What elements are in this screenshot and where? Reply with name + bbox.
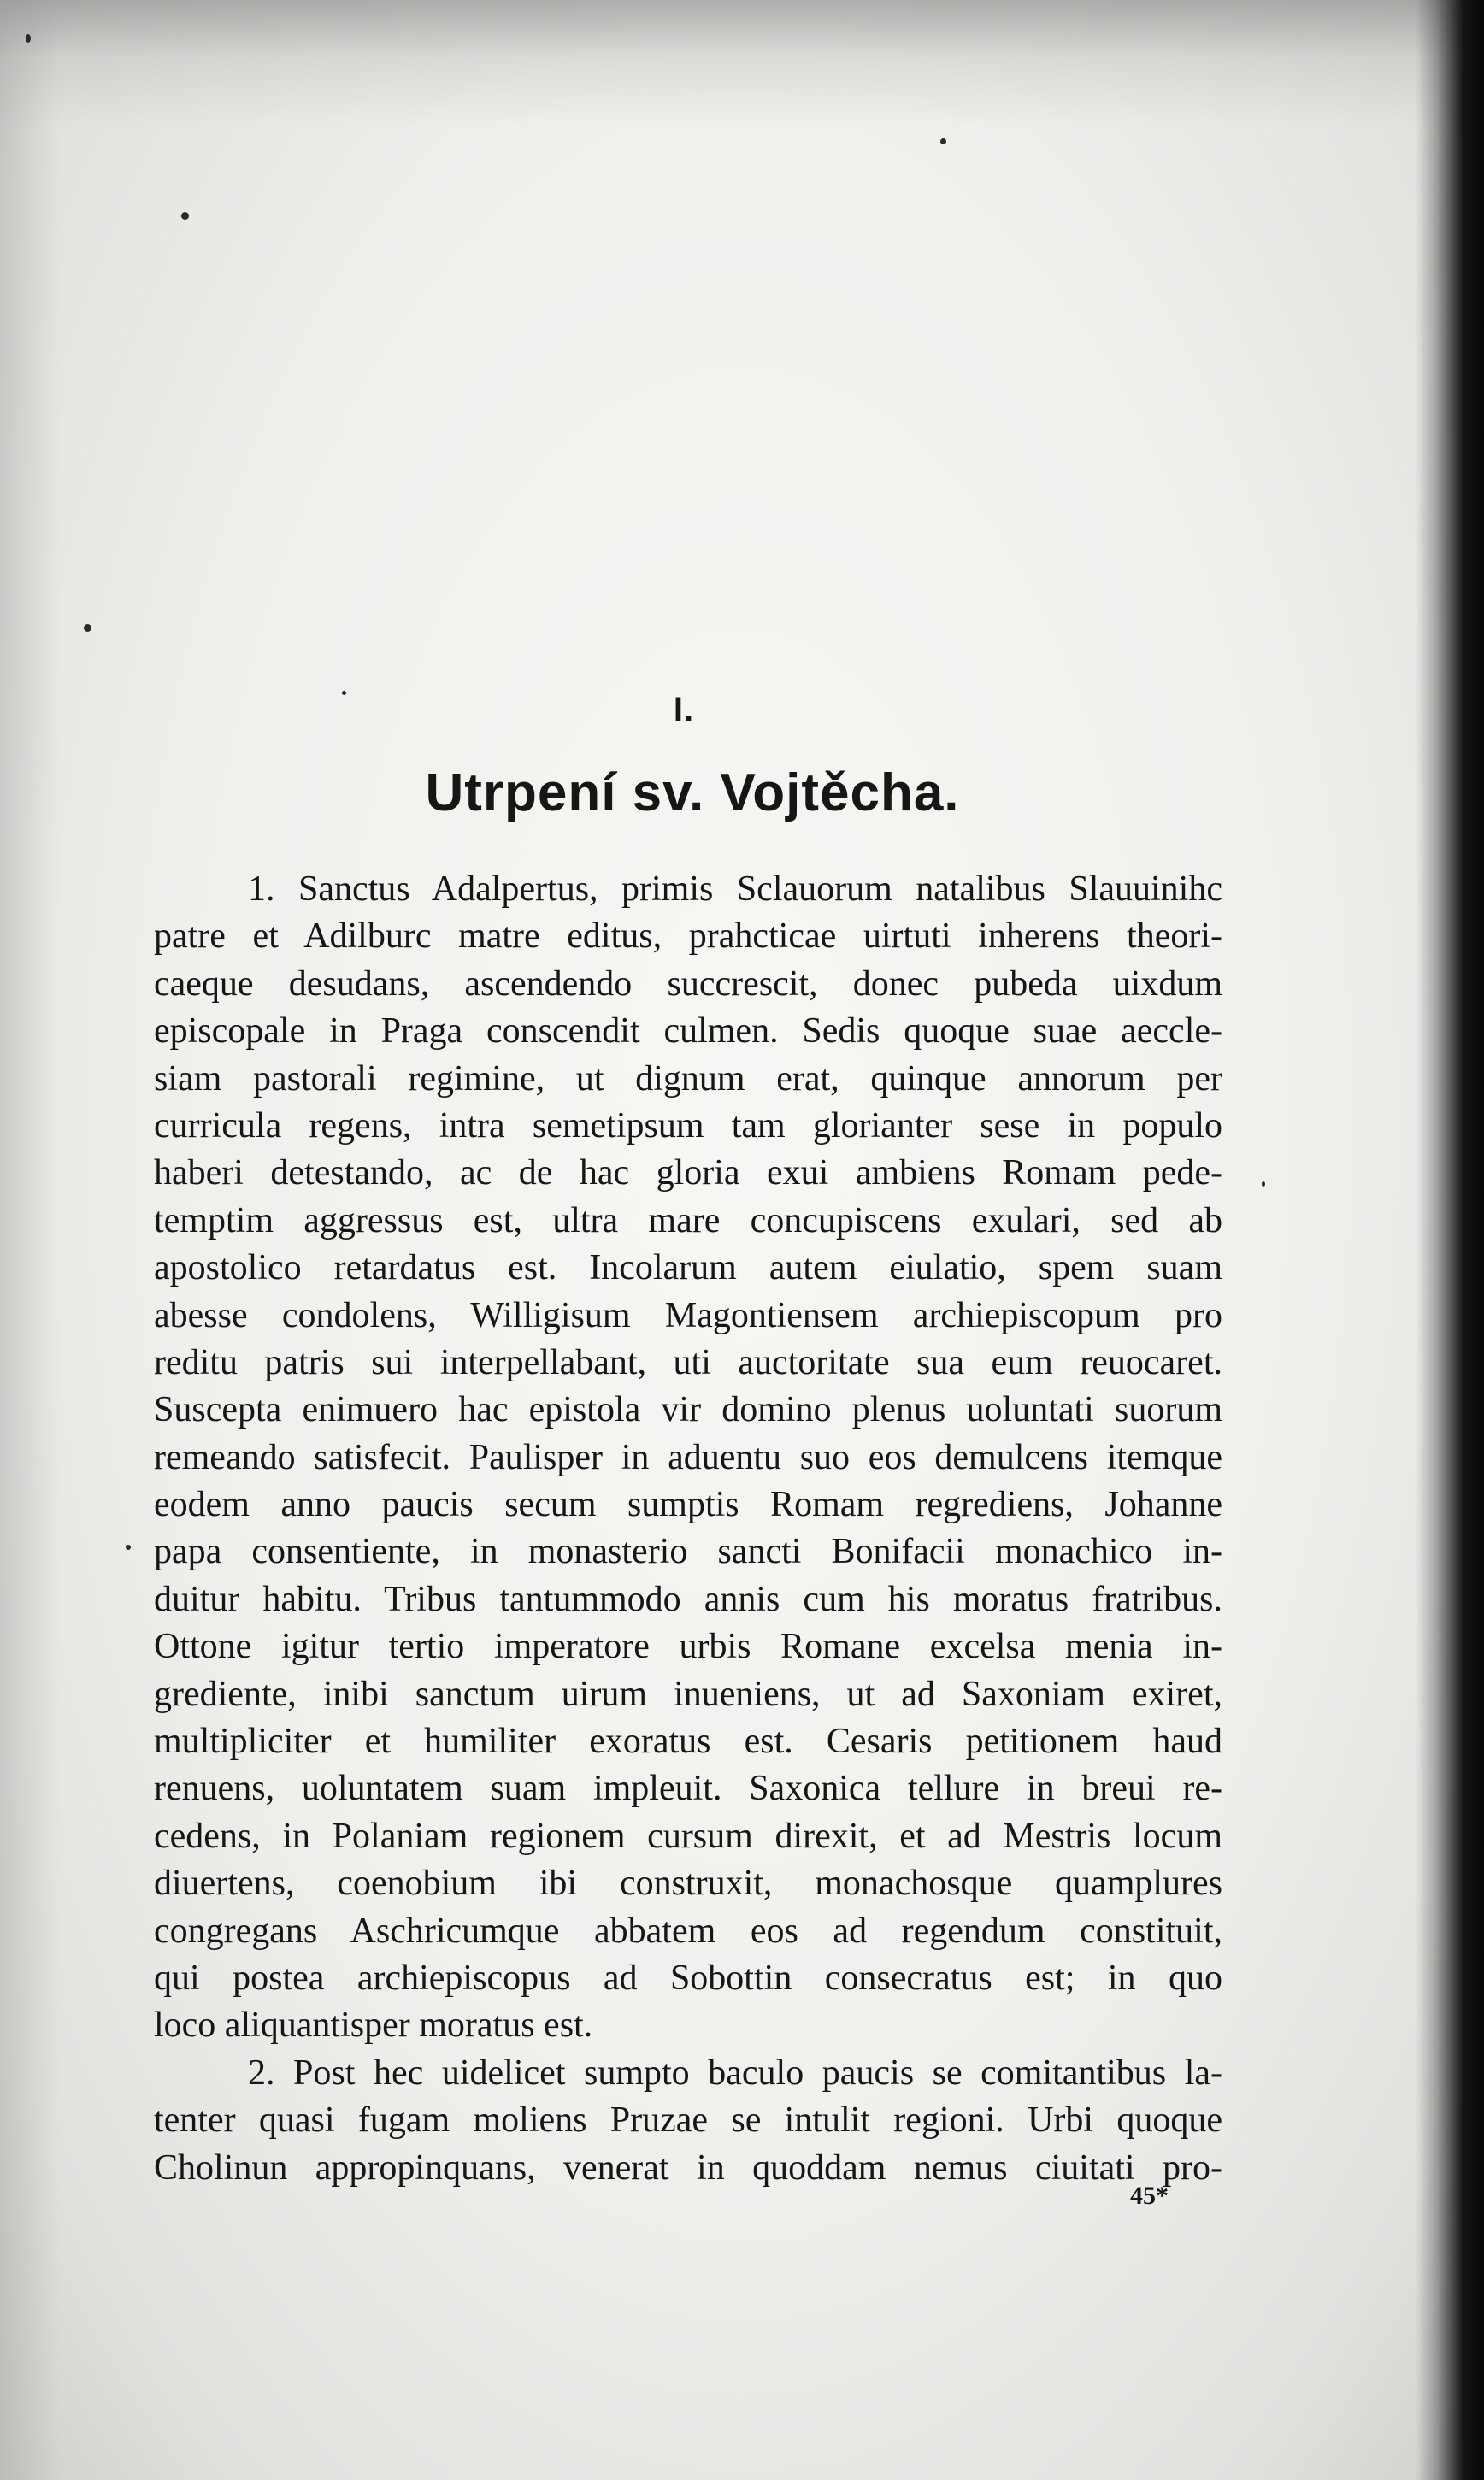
text-line: 2. Post hec uidelicet sumpto baculo paucis se comitantibus la- — [248, 2053, 1222, 2093]
text-line: loco aliquantisper moratus est. — [154, 2006, 593, 2046]
text-line: grediente, inibi sanctum uirum inueniens, ut ad Saxoniam exiret, — [154, 1674, 1222, 1714]
text-line: duitur habitu. Tribus tantummodo annis cum his moratus fratribus. — [154, 1579, 1222, 1619]
text-line: apostolico retardatus est. Incolarum autem eiulatio, spem suam — [154, 1248, 1222, 1288]
text-line: abesse condolens, Willigisum Magontiensem archiepiscopum pro — [154, 1295, 1222, 1335]
text-line: curricula regens, intra semetipsum tam glorianter sese in populo — [154, 1105, 1222, 1146]
right-binding-edge — [1416, 0, 1484, 2480]
scan-speck — [940, 138, 946, 144]
text-line: remeando satisfecit. Paulisper in aduentu suo eos demulcens itemque — [154, 1437, 1222, 1477]
scan-speck — [84, 624, 91, 632]
text-line: Ottone igitur tertio imperatore urbis Romane excelsa menia in- — [154, 1627, 1222, 1667]
chapter-title: Utrpení sv. Vojtěcha. — [425, 763, 960, 822]
body-text — [154, 866, 1222, 2192]
text-line: caeque desudans, ascendendo succrescit, donec pubeda uixdum — [154, 963, 1222, 1004]
text-line: congregans Aschricumque abbatem eos ad regendum constituit, — [154, 1911, 1222, 1951]
text-line: qui postea archiepiscopus ad Sobottin consecratus est; in quo — [154, 1958, 1222, 1998]
text-line: episcopale in Praga conscendit culmen. Sedis quoque suae aeccle- — [154, 1011, 1222, 1051]
top-scan-shadow — [0, 0, 1484, 128]
text-line: renuens, uoluntatem suam impleuit. Saxonica tellure in breui re- — [154, 1769, 1222, 1809]
text-line: 1. Sanctus Adalpertus, primis Sclauorum natalibus Slauuinihc — [248, 869, 1222, 909]
text-line: papa consentiente, in monasterio sancti Bonifacii monachico in- — [154, 1532, 1222, 1572]
text-line: temptim aggressus est, ultra mare concupiscens exulari, sed ab — [154, 1200, 1222, 1240]
scan-speck — [126, 1545, 131, 1550]
scan-speck — [26, 34, 31, 43]
scan-speck — [181, 212, 189, 220]
scan-speck — [1262, 1181, 1265, 1187]
text-line: haberi detestando, ac de hac gloria exui ambiens Romam pede- — [154, 1153, 1222, 1193]
chapter-number: I. — [673, 691, 695, 728]
text-line: eodem anno paucis secum sumptis Romam regrediens, Johanne — [154, 1485, 1222, 1525]
left-scan-shadow — [0, 0, 60, 2480]
page-number: 45* — [1130, 2182, 1169, 2210]
text-line: multipliciter et humiliter exoratus est. Cesaris petitionem haud — [154, 1722, 1222, 1762]
text-line: tenter quasi fugam moliens Pruzae se intulit regioni. Urbi quoque — [154, 2100, 1222, 2141]
text-line: reditu patris sui interpellabant, uti auctoritate sua eum reuocaret. — [154, 1342, 1222, 1382]
text-line: siam pastorali regimine, ut dignum erat, quinque annorum per — [154, 1058, 1222, 1099]
text-line: cedens, in Polaniam regionem cursum direxit, et ad Mestris locum — [154, 1816, 1222, 1856]
text-line: diuertens, coenobium ibi construxit, monachosque quamplures — [154, 1864, 1222, 1904]
text-line: Suscepta enimuero hac epistola vir domino plenus uoluntati suorum — [154, 1390, 1222, 1430]
text-line: patre et Adilburc matre editus, prahcticae uirtuti inherens theori- — [154, 916, 1222, 957]
text-line: Cholinun appropinquans, venerat in quoddam nemus ciuitati pro- — [154, 2147, 1222, 2188]
